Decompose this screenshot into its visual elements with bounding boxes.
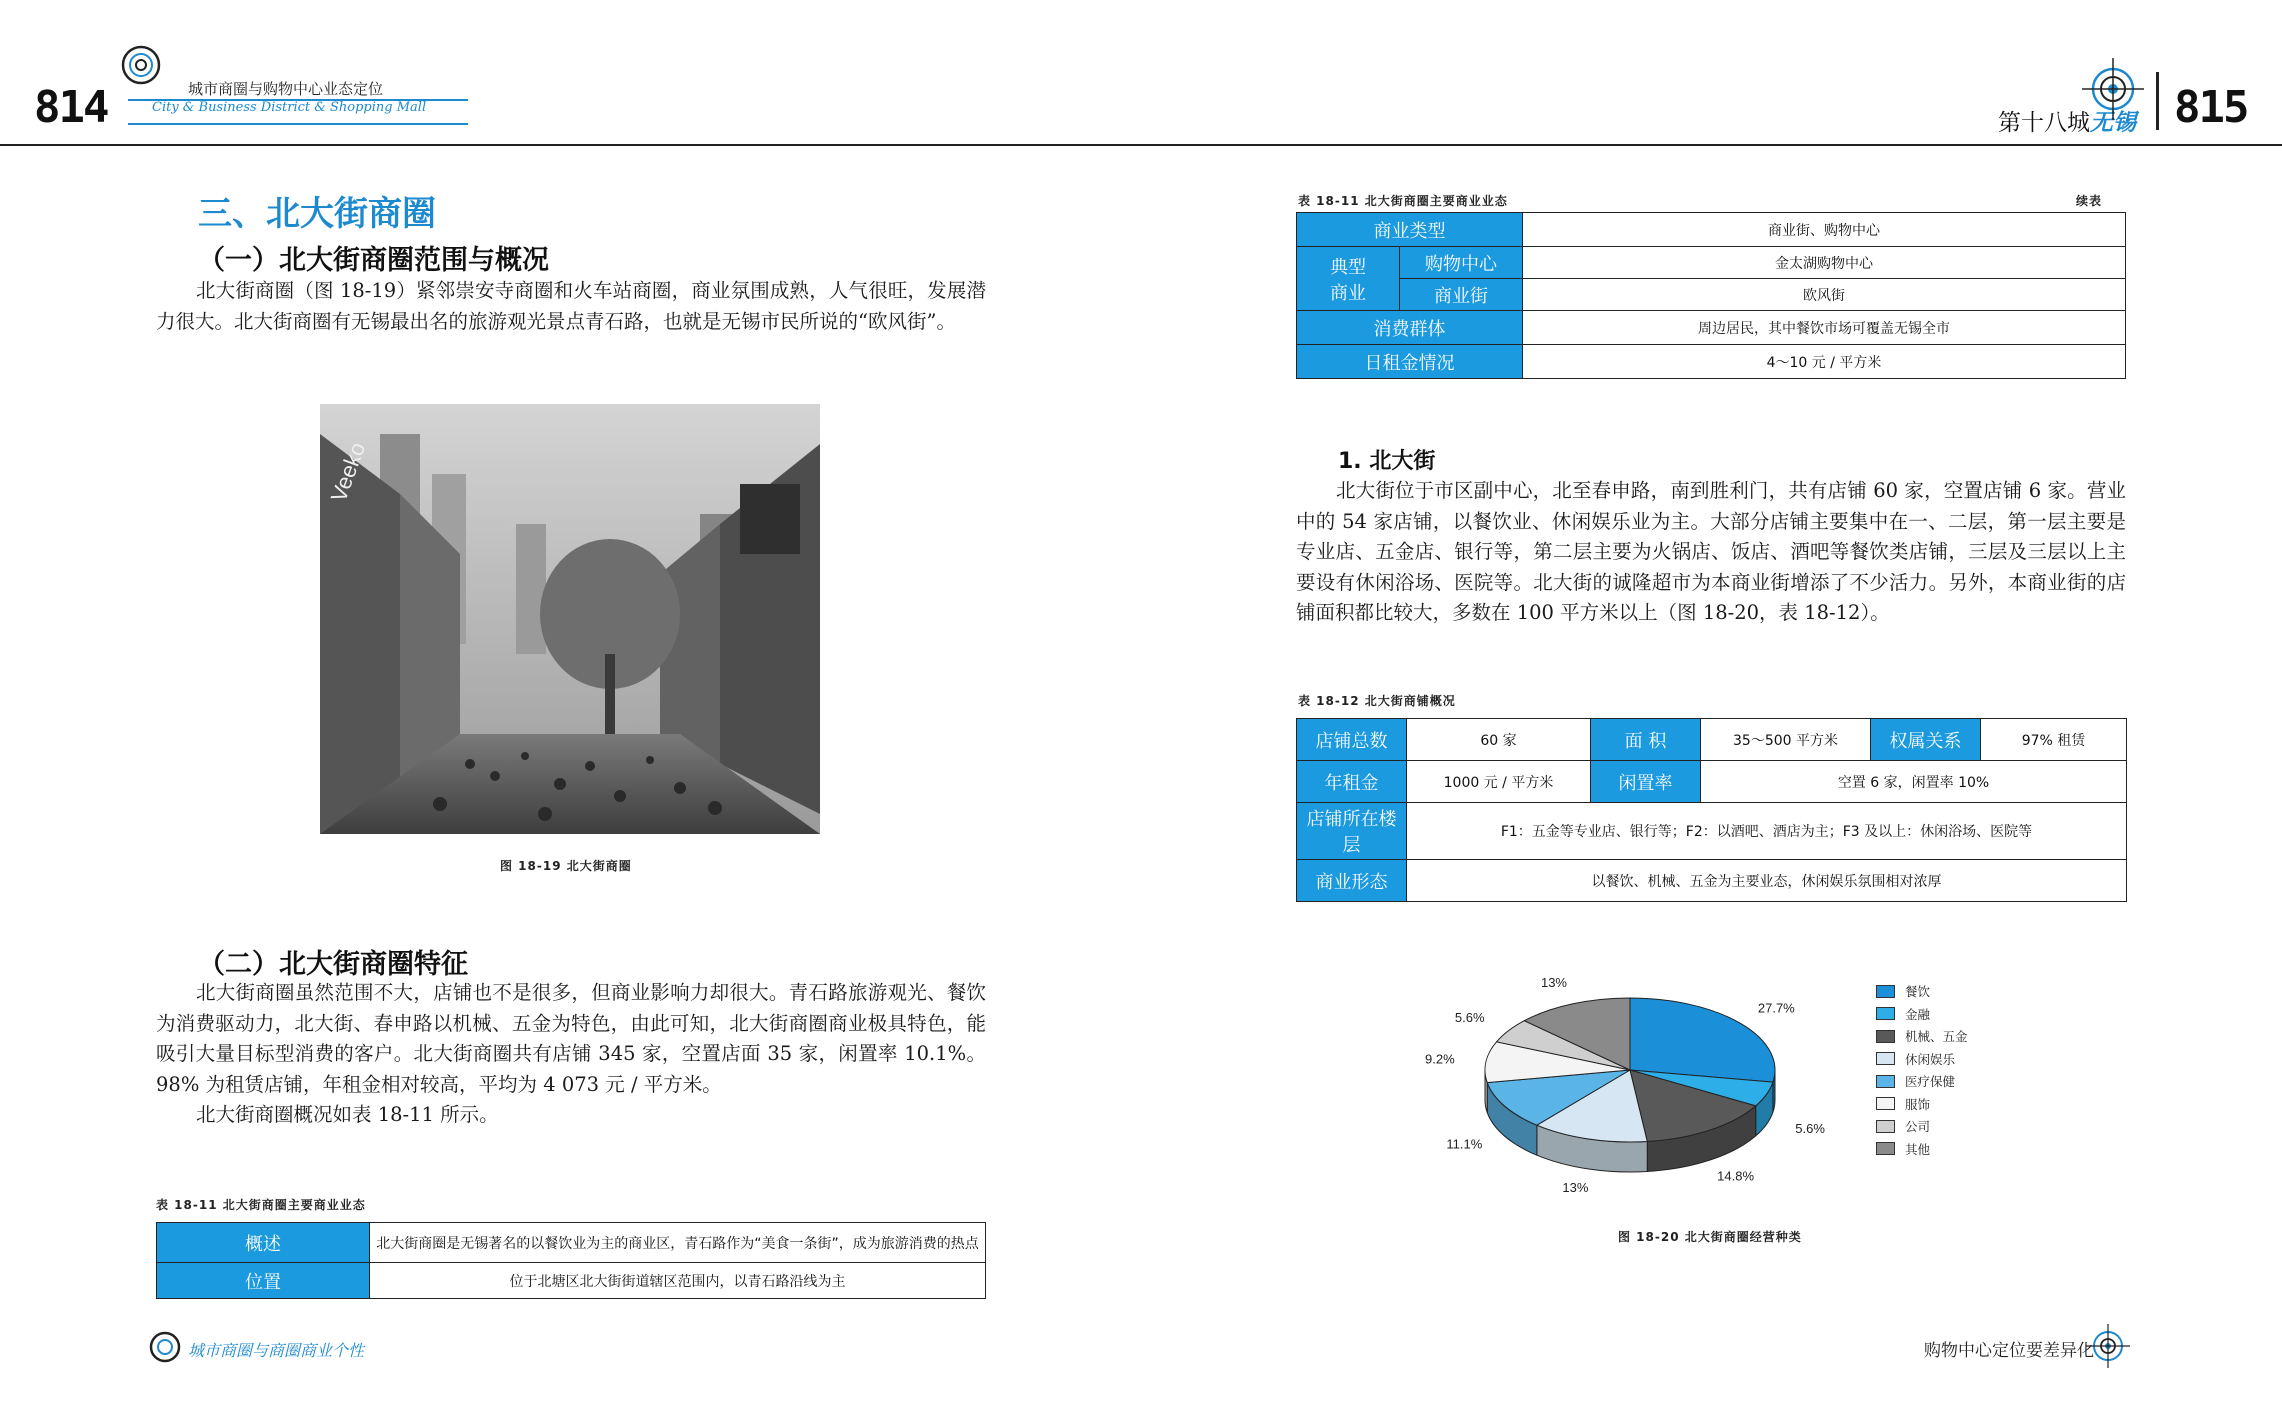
- legend-label: 机械、五金: [1905, 1029, 1968, 1044]
- table-row: [1297, 213, 2126, 247]
- table-label: 面 积: [1591, 719, 1701, 761]
- legend-label: 服饰: [1905, 1096, 1931, 1112]
- legend-label: 休闲娱乐: [1905, 1051, 1956, 1067]
- paragraph-text: 北大街商圈（图 18-19）紧邻崇安寺商圈和火车站商圈，商业氛围成熟，人气很旺，发展潜力很大。北大街商圈有无锡最出名的旅游观光景点青石路，也就是无锡市民所说的“欧风街”。: [156, 279, 986, 333]
- paragraph-text: 北大街商圈虽然范围不大，店铺也不是很多，但商业影响力却很大。青石路旅游观光、餐饮为消费驱动力，北大街、春申路以机械、五金为特色，由此可知，北大街商圈商业极具特色，能吸引大量目标型消费的客户。北大街商圈共有店铺 345 家，空置店面 35 家，闲置率 10.1%。98% 为租赁店铺，年租金相对较高，平均为 4 073 元 / 平方米。: [156, 981, 986, 1096]
- pie-data-label: 5.6%: [1454, 1010, 1485, 1026]
- street-photo: [320, 404, 820, 834]
- pie-data-label: 5.6%: [1795, 1121, 1825, 1137]
- left-header-subtitle: City & Business District & Shopping Mall: [152, 100, 427, 115]
- legend-item: [1876, 1005, 1930, 1023]
- footer-target-icon: [2086, 1324, 2130, 1368]
- table-label: 典型 商业: [1297, 247, 1400, 311]
- right-page-number: 815: [2174, 82, 2248, 133]
- table-cell: 空置 6 家，闲置率 10%: [1701, 761, 2127, 803]
- table-row: [1297, 803, 2127, 860]
- table-label: 店铺所在楼层: [1297, 803, 1407, 860]
- table-cell: F1：五金等专业店、银行等；F2：以酒吧、酒店为主；F3 及以上：休闲浴场、医院等: [1407, 803, 2127, 860]
- footer-circle-icon: [148, 1330, 182, 1364]
- legend-swatch: [1876, 1030, 1895, 1043]
- pie-data-label: 13%: [1562, 1180, 1589, 1196]
- chapter-city: 无锡: [2090, 110, 2136, 136]
- table-cell: 97% 租赁: [1981, 719, 2127, 761]
- subsection-1-paragraph: [156, 276, 986, 337]
- legend-item: [1876, 982, 1930, 1000]
- chart-legend: [1876, 982, 2016, 1162]
- subsection-title-1: （一）北大街商圈范围与概况: [198, 245, 549, 276]
- pie-slice-1: [1630, 998, 1775, 1082]
- table-label: 商业街: [1400, 279, 1523, 311]
- right-footer-text: 购物中心定位要差异化: [1924, 1341, 2094, 1361]
- table-cell: 以餐饮、机械、五金为主要业态，休闲娱乐氛围相对浓厚: [1407, 860, 2127, 902]
- legend-item: [1876, 1095, 1930, 1113]
- table-label: 概述: [157, 1223, 370, 1263]
- table-cell: 60 家: [1407, 719, 1591, 761]
- left-header-bar: [128, 99, 468, 125]
- left-footer-text: 城市商圈与商圈商业个性: [188, 1341, 365, 1360]
- pie-data-label: 27.7%: [1757, 1000, 1795, 1016]
- table-cell: 商业街、购物中心: [1523, 213, 2126, 247]
- legend-swatch: [1876, 1075, 1895, 1088]
- legend-item: [1876, 1140, 1930, 1158]
- pie-data-label: 9.2%: [1425, 1051, 1455, 1067]
- legend-label: 公司: [1905, 1119, 1931, 1134]
- legend-label: 其他: [1905, 1141, 1931, 1157]
- table-row: [1297, 719, 2127, 761]
- target-icon: [2082, 58, 2144, 120]
- table-18-11-caption: 表 18-11 北大街商圈主要商业业态: [156, 1198, 366, 1212]
- pie-data-label: 13%: [1540, 974, 1568, 990]
- table-label: 商业形态: [1297, 860, 1407, 902]
- legend-item: [1876, 1050, 1955, 1068]
- chart-caption: 图 18-20 北大街商圈经营种类: [1618, 1230, 1802, 1244]
- table-row: [1297, 345, 2126, 379]
- table-cell: 金太湖购物中心: [1523, 247, 2126, 279]
- table-label: 权属关系: [1871, 719, 1981, 761]
- table-row: [1297, 761, 2127, 803]
- table-cell: 1000 元 / 平方米: [1407, 761, 1591, 803]
- left-page-number: 814: [34, 82, 108, 133]
- table-cell: 欧风街: [1523, 279, 2126, 311]
- table-18-11-continued: [1296, 212, 2126, 379]
- table-cell: 位于北塘区北大街街道辖区范围内，以青石路沿线为主: [370, 1263, 986, 1299]
- chapter-prefix: 第十八城: [1998, 110, 2090, 136]
- circle-logo-icon: [118, 42, 164, 88]
- legend-label: 餐饮: [1905, 984, 1931, 999]
- legend-swatch: [1876, 1120, 1895, 1133]
- pie-data-label: 14.8%: [1717, 1168, 1755, 1184]
- legend-item: [1876, 1027, 1968, 1045]
- paragraph-text: 北大街位于市区副中心，北至春申路，南到胜利门，共有店铺 60 家，空置店铺 6 家。营业中的 54 家店铺，以餐饮业、休闲娱乐业为主。大部分店铺主要集中在一、二层，第一层主要是专业店、五金店、银行等，第二层主要为火锅店、饭店、酒吧等餐饮类店铺，三层及三层以上主要设有休闲浴场、医院等。北大街的诚隆超市为本商业街增添了不少活力。另外，本商业街的店铺面积都比较大，多数在 100 平方米以上（图 18-20，表 18-12）。: [1296, 479, 2126, 624]
- header-rule: [0, 144, 2282, 146]
- table-row: [157, 1223, 986, 1263]
- legend-swatch: [1876, 1097, 1895, 1110]
- paragraph-text: 北大街商圈概况如表 18-11 所示。: [196, 1103, 499, 1126]
- table-label: 商业类型: [1297, 213, 1523, 247]
- left-header-title: 城市商圈与购物中心业态定位: [188, 80, 384, 98]
- table-18-12: [1296, 718, 2127, 902]
- figure-caption: 图 18-19 北大街商圈: [500, 859, 632, 873]
- table-continued-label: 续表: [2076, 194, 2103, 208]
- table-row: [1297, 311, 2126, 345]
- table-label: 消费群体: [1297, 311, 1523, 345]
- legend-swatch: [1876, 1142, 1895, 1155]
- legend-swatch: [1876, 1052, 1895, 1065]
- table-row: [1297, 279, 2126, 311]
- table-label: 位置: [157, 1263, 370, 1299]
- legend-swatch: [1876, 1007, 1895, 1020]
- table-18-12-caption: 表 18-12 北大街商铺概况: [1298, 694, 1456, 708]
- legend-swatch: [1876, 985, 1895, 998]
- subsection-title-2: （二）北大街商圈特征: [198, 949, 468, 980]
- table-row: [157, 1263, 986, 1299]
- beidajie-paragraph: [1296, 476, 2126, 629]
- table-label: 日租金情况: [1297, 345, 1523, 379]
- pie-data-label: 11.1%: [1446, 1136, 1483, 1152]
- table-cell: 35～500 平方米: [1701, 719, 1871, 761]
- table-18-11-cont-caption: 表 18-11 北大街商圈主要商业业态: [1298, 194, 1508, 208]
- legend-item: [1876, 1072, 1955, 1090]
- subsection-title-beidajie: 1. 北大街: [1338, 449, 1436, 474]
- table-label: 闲置率: [1591, 761, 1701, 803]
- table-row: [1297, 247, 2126, 279]
- table-18-11: [156, 1222, 986, 1299]
- section-title: 三、北大街商圈: [198, 194, 436, 234]
- right-header-divider: [2156, 72, 2159, 130]
- pie-chart: [1420, 960, 1840, 1230]
- table-cell: 北大街商圈是无锡著名的以餐饮业为主的商业区，青石路作为“美食一条街”，成为旅游消费的热点: [370, 1223, 986, 1263]
- svg-text:Veeko: Veeko: [325, 439, 371, 506]
- table-cell: 4～10 元 / 平方米: [1523, 345, 2126, 379]
- table-cell: 周边居民，其中餐饮市场可覆盖无锡全市: [1523, 311, 2126, 345]
- table-label: 年租金: [1297, 761, 1407, 803]
- table-label: 购物中心: [1400, 247, 1523, 279]
- legend-label: 医疗保健: [1905, 1074, 1956, 1089]
- table-row: [1297, 860, 2127, 902]
- legend-item: [1876, 1117, 1930, 1135]
- legend-label: 金融: [1905, 1006, 1931, 1022]
- table-label: 店铺总数: [1297, 719, 1407, 761]
- subsection-2-paragraph: [156, 978, 986, 1131]
